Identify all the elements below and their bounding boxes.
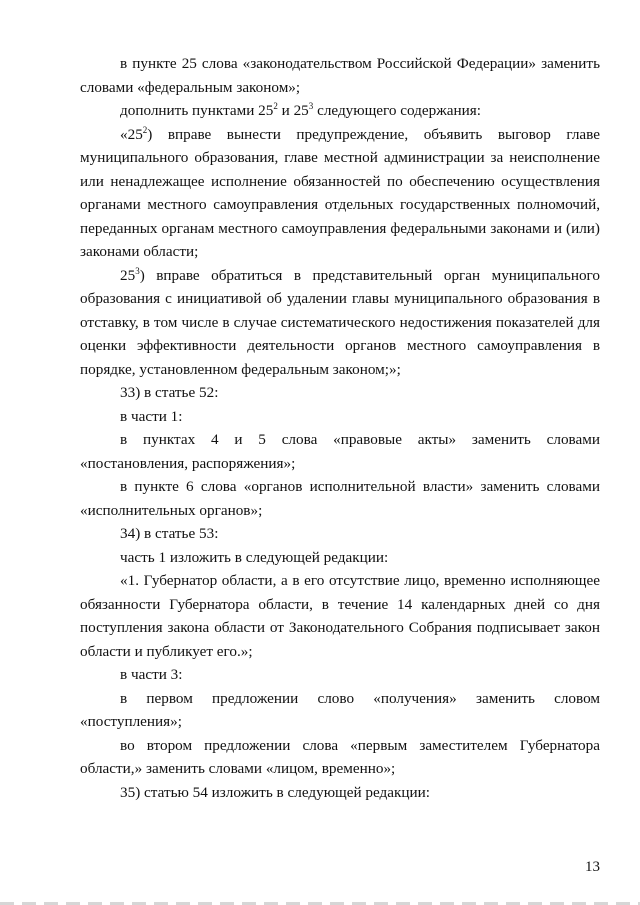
paragraph-add-items-text-1: дополнить пунктами 25 xyxy=(120,102,274,119)
superscript: 3 xyxy=(308,101,314,111)
paragraph-part-3: в части 3: xyxy=(120,666,183,683)
paragraph-item-25-3 xyxy=(80,264,600,382)
superscript: 2 xyxy=(273,101,278,111)
paragraph-part-1-new-wording: часть 1 изложить в следующей редакции: xyxy=(120,548,389,566)
paragraph-item-6: в пункте 6 слова «органов исполнительной власти» заменить словами «исполнительных органов»; xyxy=(80,478,600,519)
paragraph-governor-signing: «1. Губернатор области, а в его отсутствие лицо, временно исполняющее обязанности Губернатора области, в течение 14 календарных дней со дня поступления закона области от Законодательного Собрания подписывает закон области и публикует его.»; xyxy=(80,572,600,660)
paragraph-article-54: 35) статью 54 изложить в следующей редакции: xyxy=(120,783,430,801)
paragraph-item-25-3-text: ) вправе обратиться в представительный орган муниципального образования с инициативой об удалении главы муниципального образования в отставку, в том числе в случае систематического недостижения показателей для оценки эффективности деятельности органов местного самоуправления в порядке, установленном федеральным законом;»; xyxy=(80,266,600,378)
document-body xyxy=(80,52,600,804)
paragraph-item-25-2-text: ) вправе вынести предупреждение, объявить выговор главе муниципального образования, главе местной администрации за неисполнение или ненадлежащее исполнение обязанностей по обеспечению осуществления органами местного самоуправления отдельных государственных полномочий, переданных органам местного самоуправления федеральными законами и (или) законами области; xyxy=(80,125,600,260)
paragraph-article-52: 33) в статье 52: xyxy=(120,384,219,401)
paragraph-part-1: в части 1: xyxy=(120,407,183,425)
superscript: 2 xyxy=(142,124,148,135)
superscript: 3 xyxy=(135,265,140,276)
page-number: 13 xyxy=(585,859,600,875)
paragraph-second-sentence: во втором предложении слова «первым заместителем Губернатора области,» заменить словами «лицом, временно»; xyxy=(80,736,600,777)
paragraph-item-25-3-number: 25 xyxy=(120,266,136,284)
paragraph-add-items xyxy=(80,99,600,123)
paragraph-add-items-text-2: и 25 xyxy=(277,102,309,119)
paragraph-first-sentence: в первом предложении слово «получения» заменить словом «поступления»; xyxy=(80,689,600,730)
paragraph-add-items-text-3: следующего содержания: xyxy=(313,102,481,119)
paragraph-items-4-5: в пунктах 4 и 5 слова «правовые акты» заменить словами «постановления, распоряжения»; xyxy=(80,431,600,472)
paragraph-item-25-2 xyxy=(80,123,600,264)
paragraph-item-25-2-number: «25 xyxy=(120,125,143,143)
paragraph-item-25-replacement: в пункте 25 слова «законодательством Российской Федерации» заменить словами «федеральным законом»; xyxy=(80,55,600,96)
paragraph-article-53: 34) в статье 53: xyxy=(120,525,219,542)
